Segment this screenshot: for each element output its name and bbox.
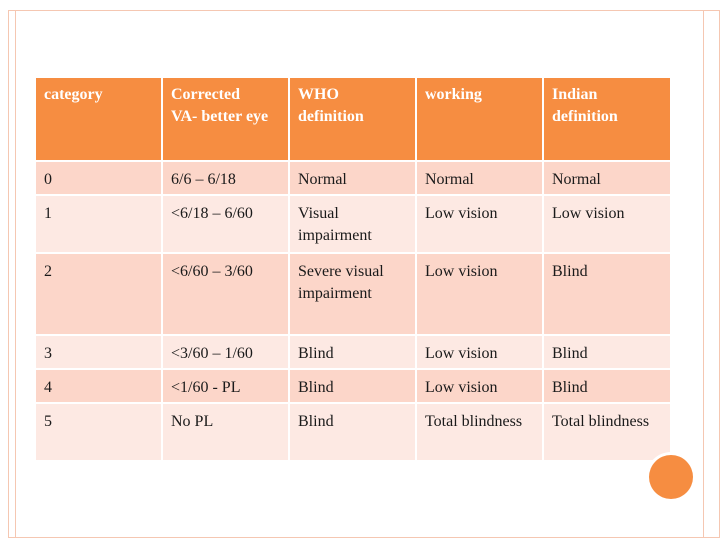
cell-category: 3 [36, 336, 163, 370]
cell-who: Blind [290, 404, 417, 462]
header-who-definition [290, 78, 417, 162]
cell-va: <1/60 - PL [163, 370, 290, 404]
cell-va: <3/60 – 1/60 [163, 336, 290, 370]
cell-va: <6/60 – 3/60 [163, 254, 290, 336]
cell-who: Visual impairment [290, 196, 417, 254]
cell-indian: Blind [544, 254, 670, 336]
header-indian-line2: definition [552, 108, 618, 125]
frame-line-right [703, 10, 704, 538]
table-row [36, 336, 670, 370]
cell-category: 4 [36, 370, 163, 404]
cell-working: Low vision [417, 336, 544, 370]
cell-category: 0 [36, 162, 163, 196]
cell-category: 1 [36, 196, 163, 254]
cell-indian: Low vision [544, 196, 670, 254]
header-category-line1: category [44, 86, 103, 103]
header-row [36, 78, 670, 162]
table-row [36, 404, 670, 462]
table-row [36, 370, 670, 404]
cell-working: Total blindness [417, 404, 544, 462]
header-working [417, 78, 544, 162]
decorative-circle [649, 455, 693, 499]
header-indian-line1: Indian [552, 86, 598, 103]
table-row [36, 162, 670, 196]
cell-working: Low vision [417, 196, 544, 254]
header-who-line1: WHO [298, 86, 339, 103]
cell-va: <6/18 – 6/60 [163, 196, 290, 254]
frame-line-left [15, 10, 16, 538]
header-category [36, 78, 163, 162]
cell-working: Low vision [417, 370, 544, 404]
cell-who: Normal [290, 162, 417, 196]
cell-working: Low vision [417, 254, 544, 336]
header-corrected-va-line2: VA- better eye [171, 108, 269, 125]
header-corrected-va [163, 78, 290, 162]
cell-working: Normal [417, 162, 544, 196]
cell-who: Blind [290, 336, 417, 370]
cell-category: 5 [36, 404, 163, 462]
cell-category: 2 [36, 254, 163, 336]
cell-va: 6/6 – 6/18 [163, 162, 290, 196]
cell-indian: Blind [544, 336, 670, 370]
cell-indian: Blind [544, 370, 670, 404]
cell-who: Severe visual impairment [290, 254, 417, 336]
header-indian-definition [544, 78, 670, 162]
cell-indian: Total blindness [544, 404, 670, 462]
cell-va: No PL [163, 404, 290, 462]
header-corrected-va-line1: Corrected [171, 86, 240, 103]
table-row [36, 254, 670, 336]
visual-impairment-table [36, 78, 670, 462]
cell-indian: Normal [544, 162, 670, 196]
header-who-line2: definition [298, 108, 364, 125]
cell-who: Blind [290, 370, 417, 404]
table-row [36, 196, 670, 254]
header-working-line1: working [425, 86, 482, 103]
